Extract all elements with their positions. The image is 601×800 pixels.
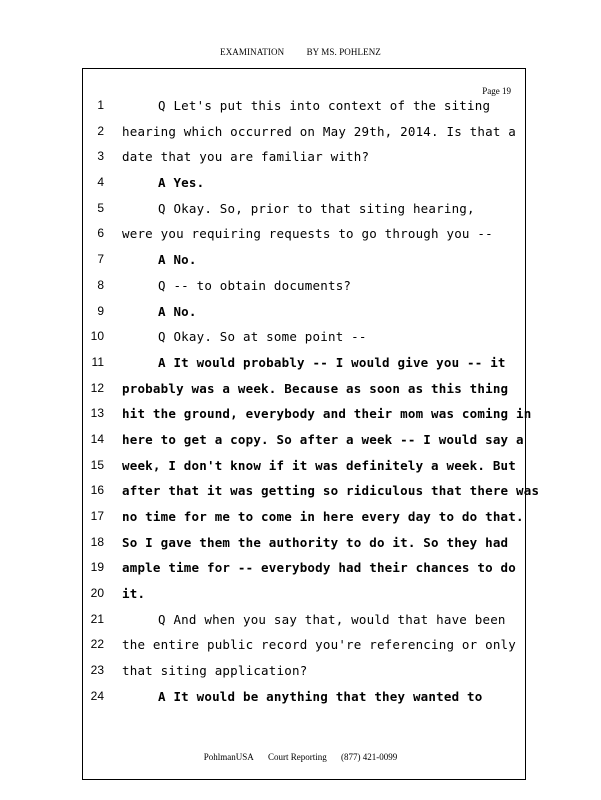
line-text: hit the ground, everybody and their mom was coming in — [122, 406, 532, 422]
transcript-line — [0, 378, 601, 404]
line-text: Q -- to obtain documents? — [158, 277, 352, 293]
transcript-line — [0, 686, 601, 712]
line-number: 5 — [97, 200, 104, 215]
transcript-line — [0, 223, 601, 249]
line-number: 8 — [97, 277, 104, 292]
line-text: it. — [122, 586, 146, 602]
transcript-line — [0, 326, 601, 352]
transcript-line — [0, 249, 601, 275]
line-text: were you requiring requests to go through you -- — [122, 226, 493, 242]
transcript-line — [0, 172, 601, 198]
line-number: 18 — [90, 534, 104, 549]
line-text: Q Okay. So at some point -- — [158, 329, 367, 345]
line-text: week, I don't know if it was definitely a week. But — [122, 457, 517, 473]
transcript-line — [0, 121, 601, 147]
line-number: 19 — [90, 560, 104, 575]
line-text: that siting application? — [122, 663, 308, 679]
line-number: 14 — [90, 431, 104, 446]
transcript-line — [0, 275, 601, 301]
line-text: A Yes. — [158, 175, 205, 191]
footer-service: Court Reporting — [268, 752, 327, 762]
line-text: A No. — [158, 303, 197, 319]
transcript-line — [0, 609, 601, 635]
transcript-line — [0, 506, 601, 532]
footer-company: PohlmanUSA — [203, 752, 254, 762]
transcript-line — [0, 403, 601, 429]
line-text: A It would probably -- I would give you -- it — [158, 354, 506, 370]
line-number: 24 — [90, 688, 104, 703]
transcript-line — [0, 198, 601, 224]
line-number: 7 — [97, 252, 104, 267]
line-text: after that it was getting so ridiculous that there was — [122, 483, 540, 499]
line-number: 17 — [90, 509, 104, 523]
line-text: the entire public record you're referencing or only — [122, 637, 517, 653]
header-examination: EXAMINATION — [220, 47, 285, 57]
transcript-line — [0, 95, 601, 121]
transcript-line — [0, 455, 601, 481]
line-text: Q Okay. So, prior to that siting hearing, — [158, 200, 475, 216]
line-number: 20 — [90, 586, 104, 601]
line-text: ample time for -- everybody had their chances to do — [122, 560, 517, 576]
line-text: date that you are familiar with? — [122, 149, 370, 165]
page-header — [0, 47, 601, 57]
line-number: 22 — [90, 637, 104, 652]
line-text: probably was a week. Because as soon as this thing — [122, 380, 509, 396]
line-number: 1 — [97, 98, 104, 112]
page-footer — [0, 752, 601, 762]
transcript-line — [0, 429, 601, 455]
transcript-line — [0, 634, 601, 660]
footer-phone: (877) 421-0099 — [341, 752, 398, 762]
line-number: 6 — [97, 226, 104, 241]
line-number: 23 — [90, 663, 104, 678]
line-number: 12 — [90, 380, 104, 395]
line-number: 2 — [97, 123, 104, 138]
line-text: A It would be anything that they wanted to — [158, 688, 483, 704]
transcript-line — [0, 557, 601, 583]
line-text: Q Let's put this into context of the siting — [158, 98, 491, 113]
line-number: 4 — [97, 175, 104, 190]
transcript-line — [0, 301, 601, 327]
transcript-line — [0, 146, 601, 172]
line-number: 15 — [90, 457, 104, 472]
line-number: 10 — [90, 329, 104, 344]
line-text: A No. — [158, 252, 197, 268]
transcript-line — [0, 480, 601, 506]
line-number: 11 — [91, 354, 104, 369]
page-number: Page 19 — [482, 86, 511, 96]
transcript-line — [0, 660, 601, 686]
transcript-line — [0, 583, 601, 609]
line-number: 16 — [90, 483, 104, 498]
line-number: 9 — [97, 303, 104, 318]
line-text: Q And when you say that, would that have been — [158, 611, 506, 627]
line-text: no time for me to come in here every day to do that. — [122, 509, 524, 524]
line-number: 3 — [97, 149, 104, 164]
line-text: So I gave them the authority to do it. So they had — [122, 534, 509, 550]
transcript-lines — [0, 95, 601, 712]
line-text: here to get a copy. So after a week -- I would say a — [122, 431, 524, 447]
transcript-line — [0, 532, 601, 558]
transcript-line — [0, 352, 601, 378]
line-number: 21 — [90, 611, 104, 626]
header-examiner: BY MS. POHLENZ — [306, 47, 381, 57]
line-number: 13 — [90, 406, 104, 421]
line-text: hearing which occurred on May 29th, 2014. Is that a — [122, 123, 517, 139]
